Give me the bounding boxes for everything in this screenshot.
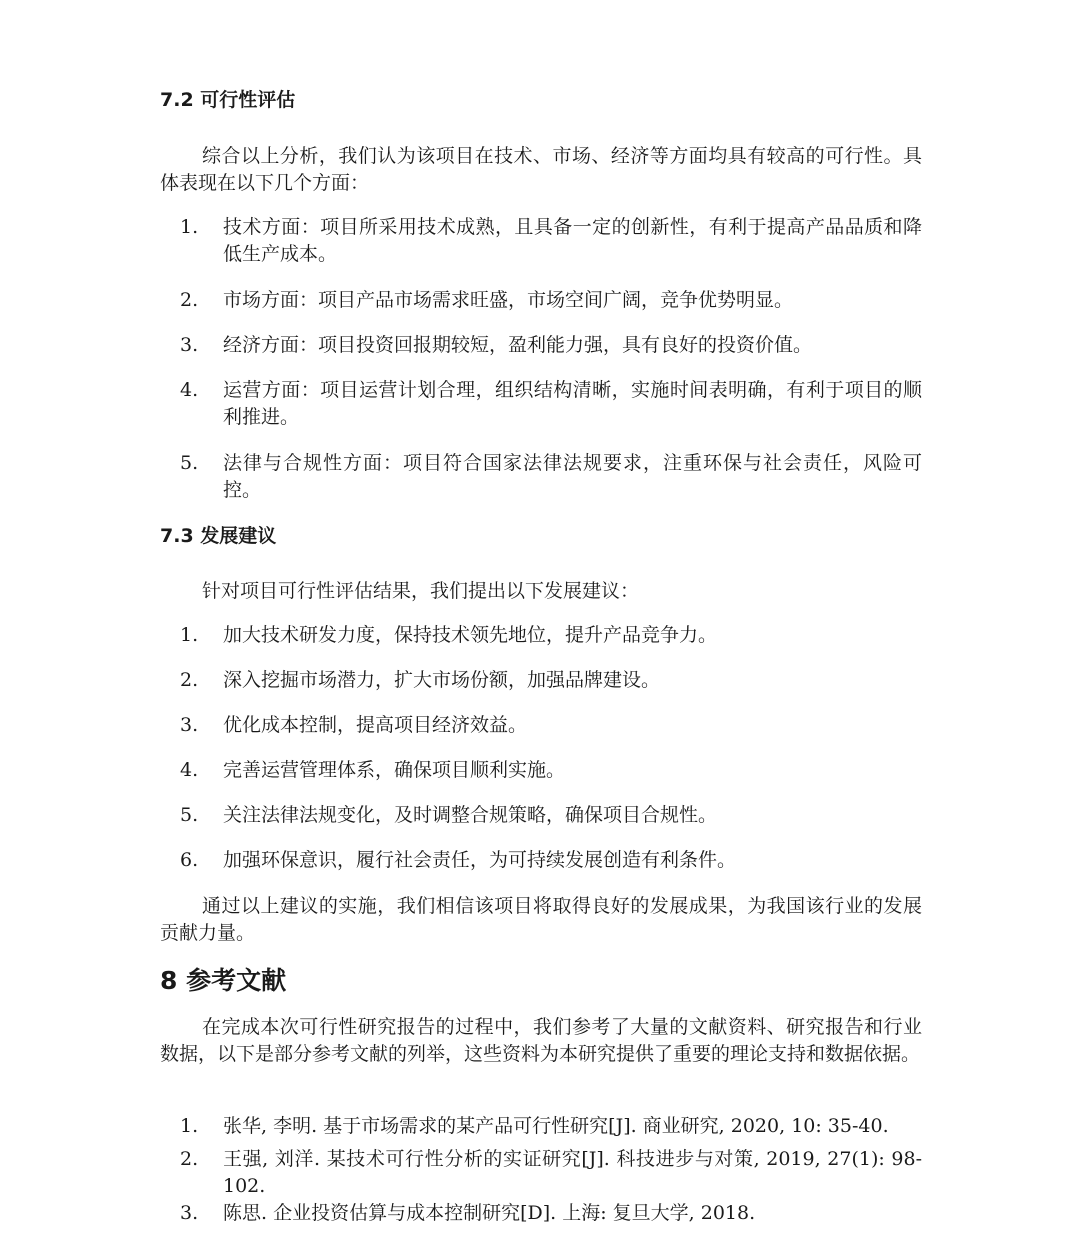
list-item-text: 关注法律法规变化，及时调整合规策略，确保项目合规性。 (223, 804, 718, 826)
list-item-text: 技术方面：项目所采用技术成熟，且具备一定的创新性，有利于提高产品品质和降低生产成本。 (223, 216, 922, 265)
list-item-text: 深入挖掘市场潜力，扩大市场份额，加强品牌建设。 (223, 669, 661, 691)
paragraph-7-2-intro: 综合以上分析，我们认为该项目在技术、市场、经济等方面均具有较高的可行性。具体表现在以下几个方面： (160, 145, 922, 194)
list-item-text: 经济方面：项目投资回报期较短，盈利能力强，具有良好的投资价值。 (223, 334, 813, 356)
list-item-number: 2. (180, 289, 199, 311)
reference-number: 1. (180, 1115, 199, 1137)
list-item-text: 加大技术研发力度，保持技术领先地位，提升产品竞争力。 (223, 624, 718, 646)
list-item-number: 1. (180, 624, 199, 646)
reference-text: 陈思. 企业投资估算与成本控制研究[D]. 上海: 复旦大学, 2018. (223, 1202, 756, 1224)
reference-number: 3. (180, 1202, 199, 1224)
paragraph-8-intro: 在完成本次可行性研究报告的过程中，我们参考了大量的文献资料、研究报告和行业数据，以下是部分参考文献的列举，这些资料为本研究提供了重要的理论支持和数据依据。 (160, 1016, 922, 1065)
section-heading-7-2: 7.2 可行性评估 (160, 89, 296, 111)
list-item-text: 优化成本控制，提高项目经济效益。 (223, 714, 528, 736)
list-item-text: 加强环保意识，履行社会责任，为可持续发展创造有利条件。 (223, 849, 737, 871)
paragraph-7-3-intro: 针对项目可行性评估结果，我们提出以下发展建议： (202, 580, 640, 602)
list-item-number: 5. (180, 452, 199, 474)
list-item-number: 4. (180, 759, 199, 781)
reference-text: 张华, 李明. 基于市场需求的某产品可行性研究[J]. 商业研究, 2020, 10: 35-40. (223, 1115, 889, 1137)
list-item-text: 市场方面：项目产品市场需求旺盛，市场空间广阔，竞争优势明显。 (223, 289, 794, 311)
list-item-number: 1. (180, 216, 199, 238)
reference-text: 王强, 刘洋. 某技术可行性分析的实证研究[J]. 科技进步与对策, 2019, 27(1): 98-102. (223, 1148, 922, 1197)
list-item-number: 5. (180, 804, 199, 826)
list-item-number: 3. (180, 714, 199, 736)
list-item-number: 6. (180, 849, 199, 871)
section-heading-7-3: 7.3 发展建议 (160, 525, 277, 547)
list-item-number: 2. (180, 669, 199, 691)
list-item-number: 3. (180, 334, 199, 356)
paragraph-7-3-conclusion: 通过以上建议的实施，我们相信该项目将取得良好的发展成果，为我国该行业的发展贡献力量。 (160, 895, 922, 944)
list-item-number: 4. (180, 379, 199, 401)
list-item-text: 法律与合规性方面：项目符合国家法律法规要求，注重环保与社会责任，风险可控。 (223, 452, 922, 501)
list-item-text: 完善运营管理体系，确保项目顺利实施。 (223, 759, 566, 781)
section-heading-8: 8 参考文献 (160, 966, 287, 995)
reference-number: 2. (180, 1148, 199, 1170)
list-item-text: 运营方面：项目运营计划合理，组织结构清晰，实施时间表明确，有利于项目的顺利推进。 (223, 379, 922, 428)
